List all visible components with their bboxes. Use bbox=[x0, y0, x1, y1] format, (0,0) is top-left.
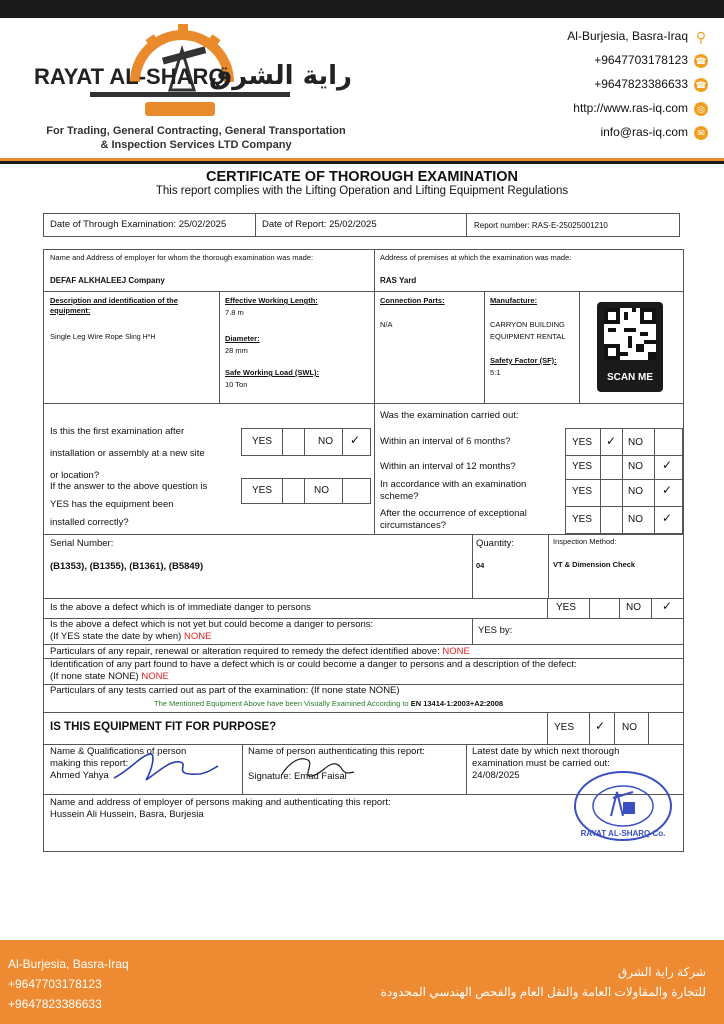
tagline bbox=[36, 124, 356, 152]
examiner-name: Ahmed Yahya bbox=[50, 770, 109, 781]
exceptional-line-1: After the occurrence of exceptional bbox=[380, 508, 527, 519]
date-exam-label: Date of Through Examination: bbox=[50, 219, 177, 230]
certificate-subtitle: This report complies with the Lifting Operation and Lifting Equipment Regulations bbox=[155, 185, 569, 197]
q1-no-check: ✓ bbox=[350, 433, 361, 447]
future-line-1: Is the above a defect which is not yet but could become a danger to persons: bbox=[50, 619, 374, 630]
serial-value: (B1353), (B1355), (B1361), (B5849) bbox=[50, 561, 204, 572]
manufacture-value-2: EQUIPMENT RENTAL bbox=[490, 332, 566, 341]
tagline-line-2: & Inspection Services LTD Company bbox=[100, 139, 292, 151]
swl-value: 10 Ton bbox=[225, 380, 248, 389]
yes-by-label: YES by: bbox=[478, 625, 513, 636]
authenticator-name: Emad Faisal bbox=[293, 771, 347, 782]
manufacture-label: Manufacture: bbox=[490, 296, 538, 305]
exceptional-yes: YES bbox=[572, 514, 593, 525]
identification-line-2: (If none state NONE) bbox=[50, 671, 139, 682]
footer bbox=[0, 940, 724, 1024]
i12-no: NO bbox=[628, 461, 643, 472]
email-icon: ✉ bbox=[694, 126, 708, 140]
connection-value: N/A bbox=[380, 320, 393, 329]
q2-answer-grid bbox=[241, 478, 371, 504]
q1-line-2: installation or assembly at a new site bbox=[50, 448, 205, 459]
stamp-text: RAYAT AL-SHARQ Co. bbox=[580, 829, 666, 838]
fit-yes: YES bbox=[554, 722, 575, 733]
company-stamp bbox=[573, 770, 673, 842]
scheme-yes: YES bbox=[572, 486, 593, 497]
connection-label: Connection Parts: bbox=[380, 296, 445, 305]
examiner-label-1: Name & Qualifications of person bbox=[50, 746, 187, 757]
q1-no: NO bbox=[318, 436, 333, 447]
ewl-label: Effective Working Length: bbox=[225, 296, 318, 305]
qr-label: SCAN ME bbox=[606, 372, 654, 383]
company-name-arabic: راية الشرق bbox=[208, 61, 352, 91]
immediate-no-check: ✓ bbox=[662, 599, 673, 613]
scheme-line-2: scheme? bbox=[380, 491, 419, 502]
footer-company-arabic: شركة راية الشرق bbox=[617, 965, 706, 979]
footer-address: Al-Burjesia, Basra-Iraq bbox=[8, 957, 129, 971]
diameter-value: 28 mm bbox=[225, 346, 248, 355]
date-report-value: 25/02/2025 bbox=[329, 219, 377, 230]
tests-standard: EN 13414-1:2003+A2:2008 bbox=[410, 699, 504, 708]
authenticator-signature-label: Signature: bbox=[248, 771, 292, 782]
sf-value: 5:1 bbox=[490, 368, 501, 377]
i12-no-check: ✓ bbox=[662, 458, 673, 472]
header-phone-1: +9647703178123 bbox=[594, 53, 688, 67]
future-value: NONE bbox=[183, 631, 212, 642]
next-exam-label-1: Latest date by which next thorough bbox=[472, 746, 620, 757]
tagline-line-1: For Trading, General Contracting, General Transportation bbox=[46, 125, 346, 137]
method-label: Inspection Method: bbox=[553, 537, 617, 546]
exceptional-label bbox=[380, 508, 527, 532]
carried-out-label: Was the examination carried out: bbox=[380, 410, 519, 421]
date-report-label: Date of Report: bbox=[262, 219, 327, 230]
fit-for-purpose-question: IS THIS EQUIPMENT FIT FOR PURPOSE? bbox=[50, 721, 277, 733]
employer-value: DEFAF ALKHALEEJ Company bbox=[50, 276, 165, 285]
report-number-value: RAS-E-25025001210 bbox=[531, 221, 608, 230]
premises-label: Address of premises at which the examination was made: bbox=[380, 253, 572, 262]
report-number-label: Report number: bbox=[474, 221, 530, 230]
globe-icon: ◎ bbox=[694, 102, 708, 116]
q2-line-2: YES has the equipment been bbox=[50, 499, 174, 510]
company-name: RAYAT AL-SHARQ bbox=[34, 64, 226, 89]
identification-line-1: Identification of any part found to have a defect which is or could become a danger to persons and a description of the defect: bbox=[50, 659, 577, 670]
tests-value: The Mentioned Equipment Above have been Visually Examined According to bbox=[154, 699, 409, 708]
installed-correctly-question bbox=[50, 478, 207, 532]
header-divider bbox=[0, 158, 724, 164]
identification-value: NONE bbox=[141, 671, 169, 682]
diameter-label: Diameter: bbox=[225, 334, 260, 343]
i6-no: NO bbox=[628, 437, 643, 448]
i12-yes: YES bbox=[572, 461, 593, 472]
exceptional-no-check: ✓ bbox=[662, 511, 673, 525]
exceptional-no: NO bbox=[628, 514, 643, 525]
swl-label: Safe Working Load (SWL): bbox=[225, 368, 320, 377]
q1-line-1: Is this the first examination after bbox=[50, 426, 185, 437]
employer-persons-value: Hussein Ali Hussein, Basra, Burjesia bbox=[50, 809, 204, 820]
description-label: Description and identification of the equipment: bbox=[50, 296, 178, 315]
repair-value: NONE bbox=[442, 646, 470, 657]
location-pin-icon: ⚲ bbox=[695, 28, 707, 45]
q1-line-3: or location? bbox=[50, 470, 100, 481]
fit-yes-check: ✓ bbox=[595, 719, 606, 733]
interval-12-label: Within an interval of 12 months? bbox=[380, 461, 516, 472]
header-email[interactable]: info@ras-iq.com bbox=[600, 125, 688, 139]
date-exam-value: 25/02/2025 bbox=[178, 219, 227, 230]
immediate-yes: YES bbox=[556, 602, 577, 613]
repair-label: Particulars of any repair, renewal or alteration required to remedy the defect identified above: bbox=[50, 646, 440, 657]
q1-yes: YES bbox=[252, 436, 273, 447]
q2-line-1: If the answer to the above question is bbox=[50, 481, 208, 492]
employer-persons-label: Name and address of employer of persons making and authenticating this report: bbox=[50, 797, 391, 808]
manufacture-value-1: CARRYON BUILDING bbox=[490, 320, 565, 329]
interval-answer-grid bbox=[565, 428, 683, 534]
q2-no: NO bbox=[314, 485, 329, 496]
header-website[interactable]: http://www.ras-iq.com bbox=[573, 101, 688, 115]
phone-icon: ☎ bbox=[695, 55, 707, 66]
scheme-label bbox=[380, 479, 526, 503]
footer-contact bbox=[8, 954, 129, 1014]
future-danger-question bbox=[50, 619, 373, 643]
employer-label: Name and Address of employer for whom the thorough examination was made: bbox=[50, 253, 314, 262]
i6-yes: YES bbox=[572, 437, 593, 448]
certificate-title: CERTIFICATE OF THOROUGH EXAMINATION bbox=[205, 169, 518, 185]
quantity-value: 04 bbox=[476, 561, 485, 570]
qr-pattern bbox=[604, 308, 656, 360]
serial-label: Serial Number: bbox=[50, 538, 114, 549]
exceptional-line-2: circumstances? bbox=[380, 520, 446, 531]
next-exam-date: 24/08/2025 bbox=[472, 770, 520, 781]
immediate-no: NO bbox=[626, 602, 641, 613]
fit-no: NO bbox=[622, 722, 637, 733]
q1-answer-grid bbox=[241, 428, 371, 456]
quantity-label: Quantity: bbox=[476, 538, 515, 549]
footer-phone-2: +9647823386633 bbox=[8, 997, 102, 1011]
immediate-danger-question: Is the above a defect which is of immediate danger to persons bbox=[50, 602, 311, 613]
footer-phone-1: +9647703178123 bbox=[8, 977, 102, 991]
examiner-signature bbox=[110, 750, 220, 786]
examiner-label-2: making this report: bbox=[50, 758, 129, 769]
sf-label: Safety Factor (SF): bbox=[490, 356, 557, 365]
ewl-value: 7.8 m bbox=[225, 308, 244, 317]
footer-desc-arabic: للتجارة والمقاولات العامة والنقل العام والفحص الهندسي المحدودة bbox=[380, 985, 706, 999]
scheme-no-check: ✓ bbox=[662, 483, 673, 497]
company-logo bbox=[30, 22, 360, 122]
header-phone-2: +9647823386633 bbox=[594, 77, 688, 91]
repair-row bbox=[50, 646, 470, 658]
description-text: Single Leg Wire Rope bbox=[50, 332, 123, 341]
top-bar bbox=[0, 0, 724, 18]
tests-row bbox=[154, 699, 503, 709]
premises-value: RAS Yard bbox=[380, 276, 417, 285]
q2-yes: YES bbox=[252, 485, 273, 496]
authenticator-label: Name of person authenticating this report: bbox=[248, 746, 425, 757]
qr-code[interactable] bbox=[597, 302, 663, 392]
scheme-no: NO bbox=[628, 486, 643, 497]
q2-line-3: installed correctly? bbox=[50, 517, 129, 528]
header-address: Al-Burjesia, Basra-Iraq bbox=[567, 29, 688, 43]
i6-yes-check: ✓ bbox=[606, 434, 617, 448]
phone-icon: ☎ bbox=[695, 79, 707, 90]
scheme-line-1: In accordance with an examination bbox=[380, 479, 527, 490]
identification-row bbox=[50, 659, 577, 683]
header-contact bbox=[567, 26, 708, 146]
dates-row bbox=[43, 213, 680, 237]
interval-6-label: Within an interval of 6 months? bbox=[380, 436, 511, 447]
description-suffix: Sling H*H bbox=[125, 334, 156, 341]
authenticator-signature bbox=[278, 752, 358, 784]
tests-label: Particulars of any tests carried out as part of the examination: (If none state NONE) bbox=[50, 685, 400, 696]
next-exam-label-2: examination must be carried out: bbox=[472, 758, 610, 769]
future-line-2: (If YES state the date by when) bbox=[50, 631, 182, 642]
footer-arabic bbox=[381, 962, 706, 1002]
method-value: VT & Dimension Check bbox=[553, 560, 636, 569]
description-value bbox=[50, 332, 155, 343]
